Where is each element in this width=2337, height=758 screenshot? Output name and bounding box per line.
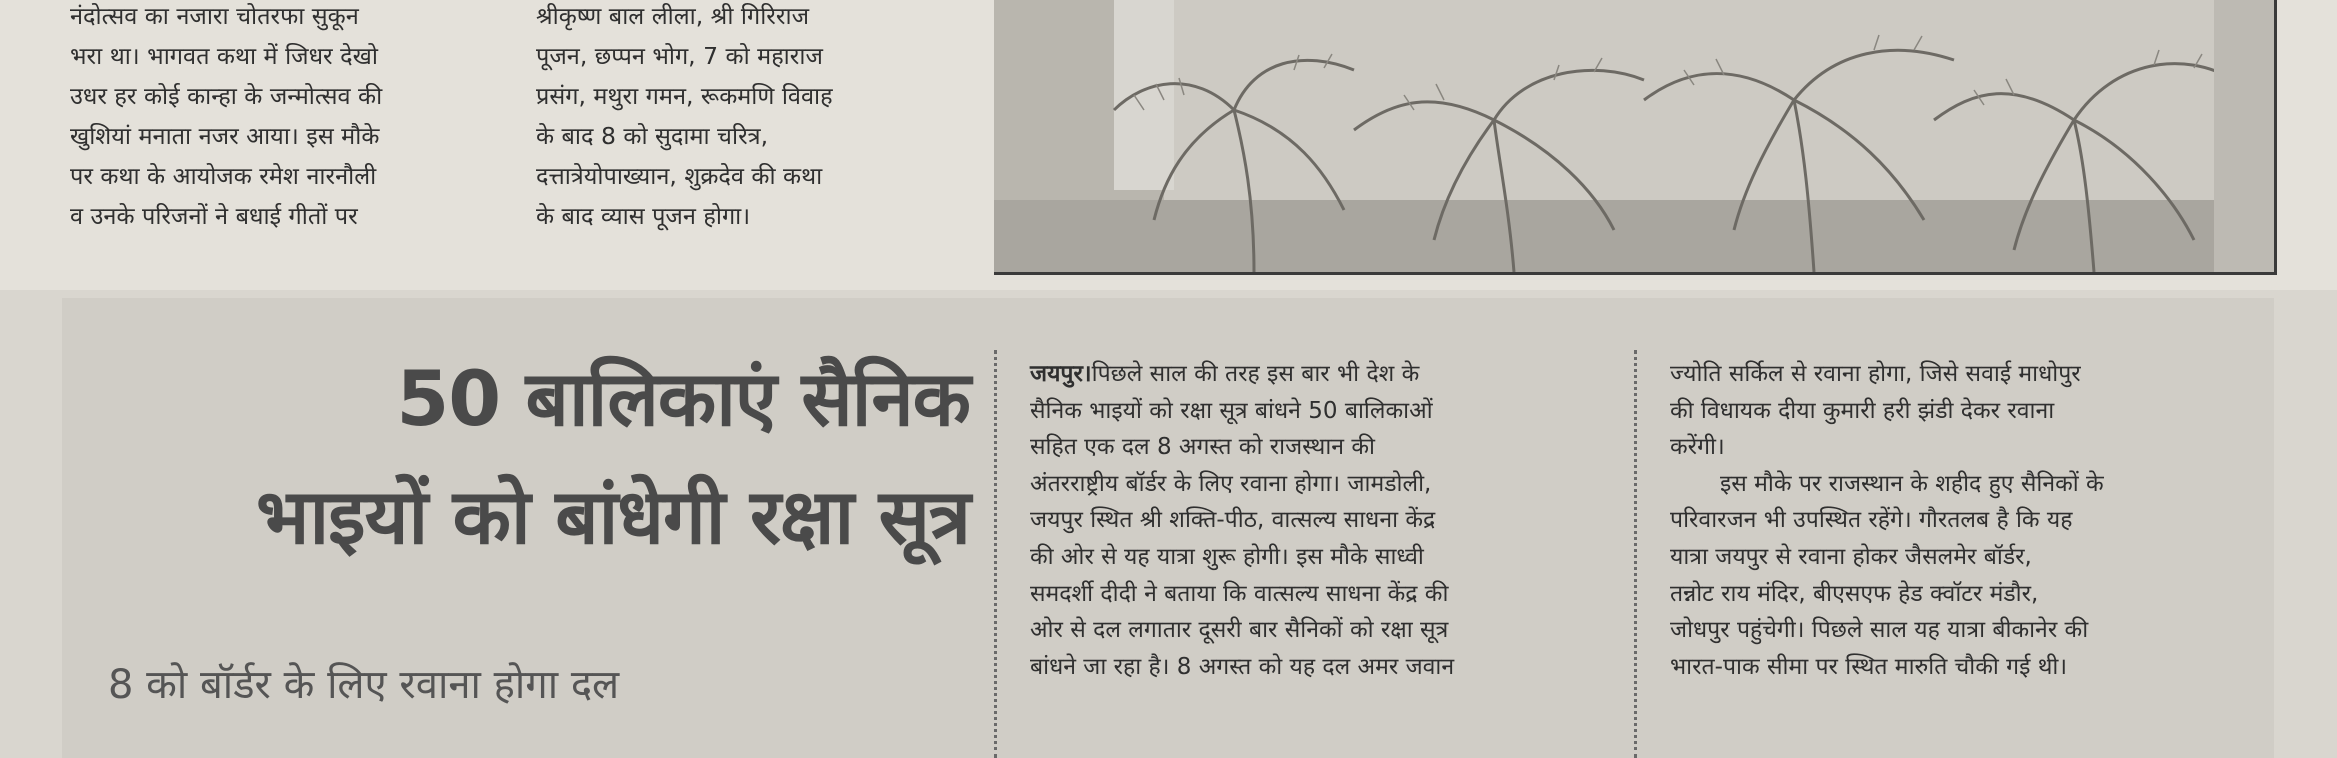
text-line: खुशियां मनाता नजर आया। इस मौके (70, 122, 380, 150)
text-line: की विधायक दीया कुमारी हरी झंडी देकर रवाना (1670, 397, 2055, 424)
text-line: नंदोत्सव का नजारा चोतरफा सुकून (70, 2, 359, 30)
text-line: के बाद 8 को सुदामा चरित्र, (536, 122, 769, 150)
text-line-content: पिछले साल की तरह इस बार भी देश के (1091, 361, 1420, 387)
headline-line-1: 50 बालिकाएं सैनिक (396, 354, 970, 443)
text-line: जोधपुर पहुंचेगी। पिछले साल यह यात्रा बीकानेर की (1670, 617, 2089, 644)
text-line: प्रसंग, मथुरा गमन, रूकमणि विवाह (536, 82, 833, 110)
text-line: पर कथा के आयोजक रमेश नारनौली (70, 162, 377, 190)
text-line (1030, 356, 1610, 393)
text-line: पूजन, छप्पन भोग, 7 को महाराज (536, 42, 823, 70)
text-line: भरा था। भागवत कथा में जिधर देखो (70, 42, 378, 70)
text-line: श्रीकृष्ण बाल लीला, श्री गिरिराज (536, 2, 810, 30)
dateline: जयपुर। (1030, 361, 1092, 387)
column-divider (994, 350, 997, 758)
text-line: ओर से दल लगातार दूसरी बार सैनिकों को रक्षा सूत्र (1030, 617, 1449, 644)
headline (110, 340, 970, 576)
text-line: भारत-पाक सीमा पर स्थित मारुति चौकी गई थी। (1670, 653, 2068, 680)
text-line: इस मौके पर राजस्थान के शहीद हुए सैनिकों के (1720, 470, 2104, 497)
text-line: परिवारजन भी उपस्थित रहेंगे। गौरतलब है कि यह (1670, 507, 2073, 534)
text-line: की ओर से यह यात्रा शुरू होगी। इस मौके साध्वी (1030, 543, 1424, 570)
text-line: समदर्शी दीदी ने बताया कि वात्सल्य साधना केंद्र की (1030, 580, 1449, 607)
text-line: जयपुर स्थित श्री शक्ति-पीठ, वात्सल्य साधना केंद्र (1030, 507, 1436, 534)
news-photo (994, 0, 2277, 275)
text-line: तन्नोट राय मंदिर, बीएसएफ हेड क्वॉटर मंडौर, (1670, 580, 2039, 607)
previous-story-column-2 (536, 0, 956, 236)
text-line: व उनके परिजनों ने बधाई गीतों पर (70, 202, 358, 230)
text-line: सहित एक दल 8 अगस्त को राजस्थान की (1030, 434, 1375, 461)
subheadline: 8 को बॉर्डर के लिए रवाना होगा दल (108, 662, 620, 708)
text-line: करेंगी। (1670, 434, 1725, 461)
column-divider (1634, 350, 1637, 758)
text-line: उधर हर कोई कान्हा के जन्मोत्सव की (70, 82, 383, 110)
headline-line-2: भाइयों को बांधेगी रक्षा सूत्र (256, 472, 970, 561)
story-column-1 (1030, 356, 1610, 685)
text-line: यात्रा जयपुर से रवाना होकर जैसलमेर बॉर्डर, (1670, 543, 2032, 570)
text-line: अंतरराष्ट्रीय बॉर्डर के लिए रवाना होगा। जामडोली, (1030, 470, 1432, 497)
palm-trees-photo-illustration (994, 0, 2274, 272)
text-line: ज्योति सर्किल से रवाना होगा, जिसे सवाई माधोपुर (1670, 361, 2081, 387)
text-line: सैनिक भाइयों को रक्षा सूत्र बांधने 50 बालिकाओं (1030, 397, 1433, 424)
text-line: बांधने जा रहा है। 8 अगस्त को यह दल अमर जवान (1030, 653, 1455, 680)
story-column-2 (1670, 356, 2270, 685)
text-line: दत्तात्रेयोपाख्यान, शुक्रदेव की कथा (536, 162, 823, 190)
previous-story-column-1 (70, 0, 490, 236)
text-line: के बाद व्यास पूजन होगा। (536, 202, 751, 230)
